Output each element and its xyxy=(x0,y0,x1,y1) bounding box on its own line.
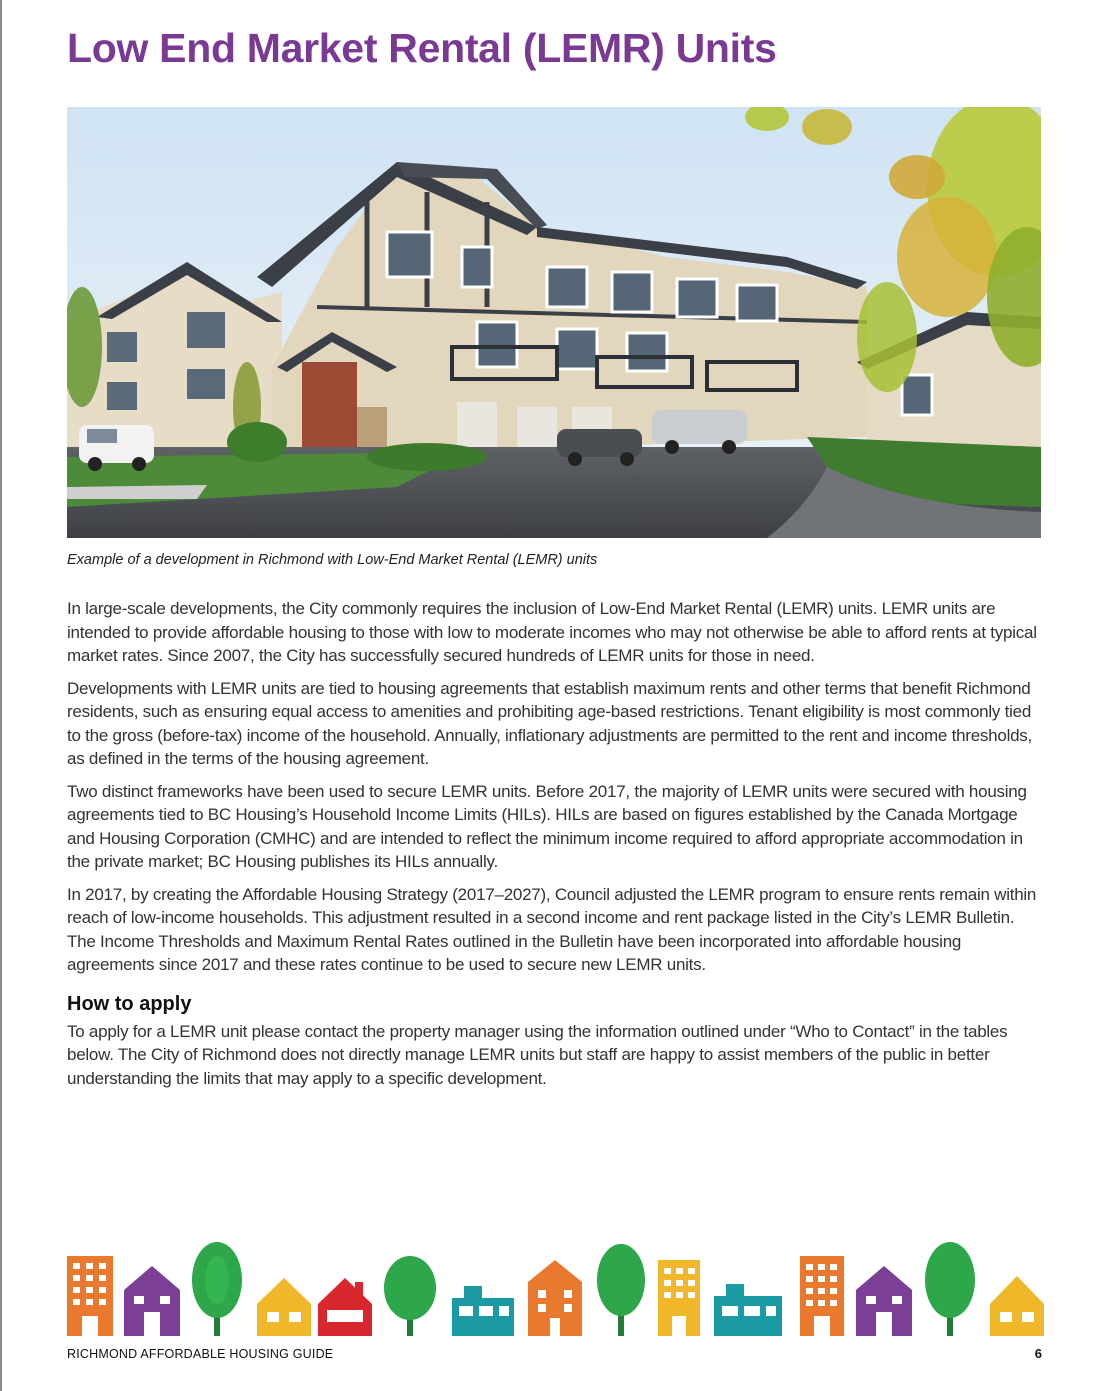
tree-icon xyxy=(192,1242,242,1336)
house-icon xyxy=(528,1260,582,1336)
development-photo xyxy=(67,107,1041,538)
body-text xyxy=(67,597,1042,1099)
small-house-icon xyxy=(257,1278,311,1336)
paragraph-lemr-intro: In large-scale developments, the City commonly requires the inclusion of Low-End Market Rental (LEMR) units. LEMR units are intended to provide affordable housing to those with low to moderate incomes who may not otherwise be able to afford rents at typical market rates. Since 2007, the City has successfully secured hundreds of LEMR units for those in need. xyxy=(67,599,1037,665)
paragraph-frameworks: Two distinct frameworks have been used to secure LEMR units. Before 2017, the majority of LEMR units were secured with housing agreements tied to BC Housing’s Household Income Limits (HILs). HILs are based on figures established by the Canada Mortgage and Housing Corporation (CMHC) and are intended to reflect the minimum income required to afford appropriate accommodation in the private market; BC Housing publishes its HILs annually. xyxy=(67,781,1027,871)
house-icon xyxy=(124,1266,180,1336)
tree-icon xyxy=(597,1244,645,1336)
footer-page-number: 6 xyxy=(1034,1346,1042,1361)
small-house-icon xyxy=(990,1276,1044,1336)
tree-icon xyxy=(384,1256,436,1336)
red-house-icon xyxy=(318,1278,372,1336)
page-edge-rule xyxy=(0,0,2,1391)
tree-icon xyxy=(925,1242,975,1336)
house-icon xyxy=(856,1266,912,1336)
footer-guide-title: RICHMOND AFFORDABLE HOUSING GUIDE xyxy=(67,1347,334,1361)
apartment-tower-icon xyxy=(67,1256,113,1336)
page-title: Low End Market Rental (LEMR) Units xyxy=(67,25,777,71)
how-to-apply-paragraph: To apply for a LEMR unit please contact the property manager using the information outlined under “Who to Contact” in the tables below. The City of Richmond does not directly manage LEMR units but staff are happy to assist members of the public in better understanding the limits that may apply to a specific development. xyxy=(67,1021,1008,1088)
paragraph-affordable-housing-strategy: In 2017, by creating the Affordable Housing Strategy (2017–2027), Council adjusted the LEMR program to ensure rents remain within reach of low-income households. This adjustment resulted in a second income and rent package listed in the City’s LEMR Bulletin. The Income Thresholds and Maximum Rental Rates outlined in the Bulletin have been incorporated into affordable housing agreements since 2017 and these rates continue to be used to secure new LEMR units. xyxy=(67,884,1037,974)
teal-building-icon xyxy=(714,1284,782,1336)
how-to-apply-heading: How to apply xyxy=(67,992,192,1015)
photo-caption: Example of a development in Richmond with Low-End Market Rental (LEMR) units xyxy=(67,552,598,568)
apartment-tower-icon xyxy=(658,1260,700,1336)
paragraph-housing-agreements: Developments with LEMR units are tied to housing agreements that establish maximum rents and other terms that benefit Richmond residents, such as ensuring equal access to amenities and prohibiting age-based restrictions. Tenant eligibility is most commonly tied to the gross (before-tax) income of the household. Annually, inflationary adjustments are permitted to the rent and income thresholds, as defined in the terms of the housing agreement. xyxy=(67,678,1033,768)
teal-building-icon xyxy=(452,1286,514,1336)
apartment-tower-icon xyxy=(800,1256,844,1336)
housing-skyline-illustration xyxy=(62,1238,1052,1338)
